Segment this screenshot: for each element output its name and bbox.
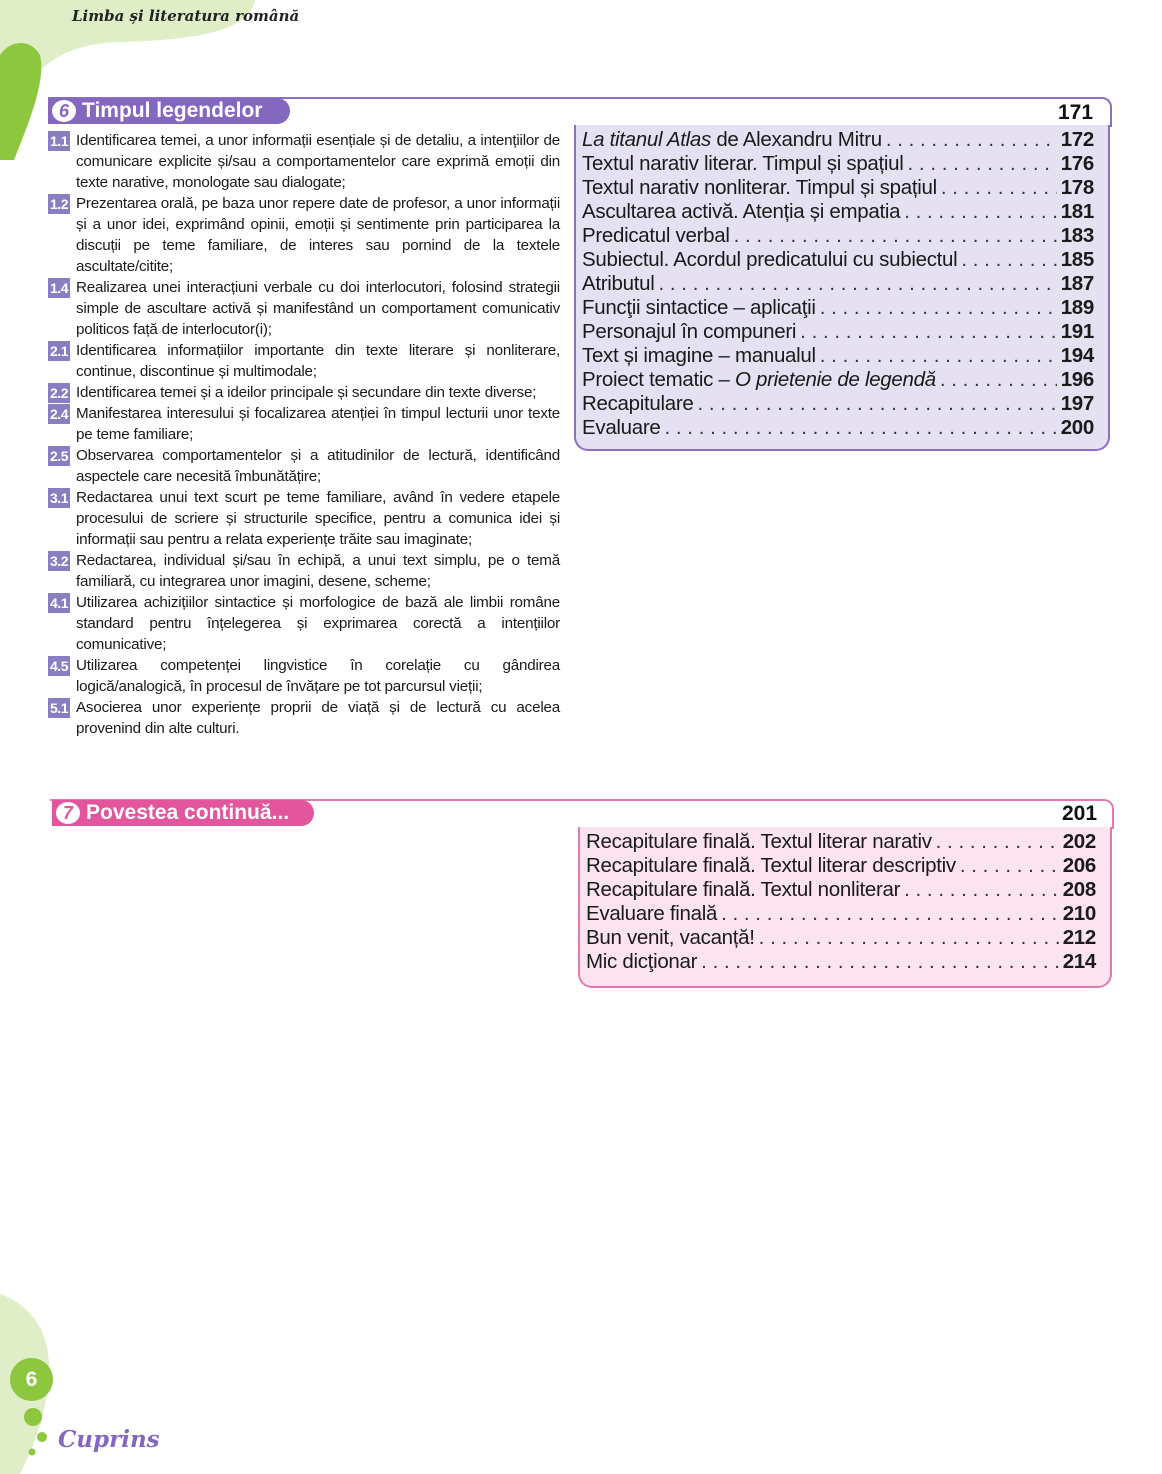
- toc-entry-title: [582, 344, 816, 368]
- competence-code: 3.2: [48, 551, 70, 571]
- toc-entry-text: Text și imagine – manualul: [582, 344, 816, 367]
- toc-entry-text: Subiectul. Acordul predicatului cu subiectul: [582, 248, 958, 271]
- toc-leader-dots: [820, 344, 1057, 368]
- toc-entry-page: 172: [1060, 128, 1094, 151]
- toc-entry-title: Evaluare finală: [586, 902, 718, 925]
- toc-entry-page: 189: [1060, 296, 1094, 319]
- toc-entry-title: Mic dicţionar: [586, 950, 698, 973]
- unit-6-start-page: 171: [1058, 101, 1094, 124]
- toc-leader-dots: [936, 830, 1059, 854]
- toc-leader-dots: [759, 926, 1059, 950]
- toc-leader-dots: [701, 950, 1059, 974]
- toc-entry-title: [582, 392, 694, 416]
- competence-text: Asocierea unor experiențe proprii de viață și de lectură cu acelea provenind din alte culturi.: [76, 699, 560, 737]
- toc-entry[interactable]: [586, 830, 1096, 854]
- toc-leader-dots: [941, 176, 1057, 200]
- toc-entry[interactable]: [582, 152, 1094, 176]
- unit-6-title: Timpul legendelor: [82, 99, 263, 122]
- unit-6-toc: [574, 125, 1110, 451]
- toc-leader-dots: [665, 416, 1057, 440]
- toc-leader-dots: [698, 392, 1057, 416]
- competence-code: 4.5: [48, 656, 70, 676]
- competence-text: Identificarea informațiilor importante din texte literare și nonliterare, continue, discontinue și multimodale;: [76, 342, 560, 380]
- toc-entry-title: [582, 416, 661, 440]
- competence-code: 2.4: [48, 404, 70, 424]
- toc-leader-dots: [940, 368, 1057, 392]
- unit-7-toc: [578, 827, 1112, 988]
- toc-entry-title: Recapitulare finală. Textul literar descriptiv: [586, 854, 956, 877]
- toc-leader-dots: [721, 902, 1059, 926]
- book-title: Limba și literatura română: [72, 7, 300, 25]
- competence-text: Manifestarea interesului și focalizarea atenției în timpul lecturii unor texte pe teme familiare;: [76, 405, 560, 443]
- toc-entry[interactable]: [582, 200, 1094, 224]
- toc-leader-dots: [904, 878, 1059, 902]
- section-label: Cuprins: [58, 1426, 160, 1453]
- competence-item: [48, 130, 560, 193]
- toc-entry-text: Textul narativ literar. Timpul și spațiul: [582, 152, 904, 175]
- toc-leader-dots: [886, 128, 1057, 152]
- toc-entry-text: Evaluare: [582, 416, 661, 439]
- toc-entry-page: 176: [1060, 152, 1094, 175]
- toc-entry[interactable]: [582, 320, 1094, 344]
- competence-code: 2.5: [48, 446, 70, 466]
- unit-6-title-pill: [48, 98, 290, 124]
- toc-entry-text: Atributul: [582, 272, 655, 295]
- unit-7-title: Povestea continuă...: [86, 801, 290, 824]
- competence-code: 3.1: [48, 488, 70, 508]
- competence-item: [48, 487, 560, 550]
- toc-entry[interactable]: [582, 416, 1094, 440]
- toc-entry[interactable]: [586, 878, 1096, 902]
- competence-code: 2.2: [48, 383, 70, 403]
- toc-entry[interactable]: [582, 248, 1094, 272]
- competence-item: [48, 193, 560, 277]
- toc-entry-title: [582, 224, 730, 248]
- toc-entry[interactable]: [582, 128, 1094, 152]
- competence-item: [48, 550, 560, 592]
- toc-leader-dots: [961, 248, 1056, 272]
- competence-item: [48, 655, 560, 697]
- toc-entry[interactable]: [582, 296, 1094, 320]
- competence-item: [48, 382, 560, 403]
- toc-entry-page: 214: [1062, 950, 1096, 973]
- unit-7-title-pill: [52, 800, 314, 826]
- toc-entry-text: Ascultarea activă. Atenția și empatia: [582, 200, 901, 223]
- competence-text: Utilizarea achizițiilor sintactice și morfologice de bază ale limbii române standard pentru înțelegerea și exprimarea corectă a intențiilor comunicative;: [76, 594, 560, 653]
- toc-entry-page: 197: [1060, 392, 1094, 415]
- toc-entry-text: de Alexandru Mitru: [710, 128, 882, 151]
- toc-entry-text: Funcţii sintactice – aplicaţii: [582, 296, 816, 319]
- competence-text: Realizarea unei interacțiuni verbale cu doi interlocutori, folosind strategii simple de ascultare activă și manifestând un comportament comunicativ politicos față de interlocutor(i);: [76, 279, 560, 338]
- competence-code: 4.1: [48, 593, 70, 613]
- toc-entry-title: [582, 320, 796, 344]
- toc-entry-italic-title: O prietenie de legendă: [734, 368, 936, 391]
- unit-6-number: 6: [52, 100, 76, 122]
- toc-entry[interactable]: [586, 902, 1096, 926]
- toc-entry-page: 178: [1060, 176, 1094, 199]
- toc-leader-dots: [800, 320, 1057, 344]
- toc-entry-page: 208: [1062, 878, 1096, 901]
- competence-text: Utilizarea competenței lingvistice în corelație cu gândirea logică/analogică, în procesul de învățare pe tot parcursul vieții;: [76, 657, 560, 695]
- toc-entry-page: 185: [1060, 248, 1094, 271]
- toc-entry-page: 210: [1062, 902, 1096, 925]
- toc-entry-text: Predicatul verbal: [582, 224, 730, 247]
- toc-entry-page: 206: [1062, 854, 1096, 877]
- competence-text: Prezentarea orală, pe baza unor repere date de profesor, a unor informații și a unor idei, exprimând opinii, emoții și sentimente prin participarea la discuții pe teme familiare, de interes sau pornind de la textele ascultate/citite;: [76, 195, 560, 275]
- page-number-badge: 6: [10, 1358, 53, 1401]
- competence-text: Identificarea temei și a ideilor principale și secundare din texte diverse;: [76, 384, 537, 401]
- toc-entry[interactable]: [582, 176, 1094, 200]
- toc-entry-page: 202: [1062, 830, 1096, 853]
- toc-entry-title: [582, 296, 816, 320]
- toc-entry-text: Recapitulare: [582, 392, 694, 415]
- competence-text: Identificarea temei, a unor informații esențiale și de detaliu, a intențiilor de comunicare explicite și/sau a comportamentelor care exprimă emoții din texte narative, monologate sau dialogate;: [76, 132, 560, 191]
- toc-entry[interactable]: [582, 392, 1094, 416]
- toc-entry-page: 187: [1060, 272, 1094, 295]
- unit-6-competences: [48, 130, 560, 739]
- toc-entry-prefix: Proiect tematic –: [582, 368, 735, 391]
- competence-code: 1.4: [48, 278, 70, 298]
- toc-entry-page: 196: [1060, 368, 1094, 391]
- toc-entry-title: Recapitulare finală. Textul literar narativ: [586, 830, 932, 853]
- competence-code: 5.1: [48, 698, 70, 718]
- toc-entry[interactable]: [582, 224, 1094, 248]
- toc-entry-title: Recapitulare finală. Textul nonliterar: [586, 878, 901, 901]
- toc-entry-italic-title: La titanul Atlas: [582, 128, 711, 151]
- toc-leader-dots: [659, 272, 1057, 296]
- toc-entry[interactable]: [582, 344, 1094, 368]
- toc-entry-page: 200: [1060, 416, 1094, 439]
- competence-text: Redactarea unui text scurt pe teme familiare, având în vedere etapele procesului de scriere și structurile specifice, pentru a comunica idei și informații sau pentru a relata experiențe trăite sau imaginate;: [76, 489, 560, 548]
- toc-entry-page: 194: [1060, 344, 1094, 367]
- toc-entry[interactable]: [586, 926, 1096, 950]
- competence-item: [48, 592, 560, 655]
- toc-entry-text: Textul narativ nonliterar. Timpul și spațiul: [582, 176, 937, 199]
- toc-entry-page: 183: [1060, 224, 1094, 247]
- competence-code: 1.1: [48, 131, 70, 151]
- unit-7-number: 7: [56, 802, 80, 824]
- competence-text: Redactarea, individual și/sau în echipă, a unui text simplu, pe o temă familiară, cu integrarea unor imagini, desene, scheme;: [76, 552, 560, 590]
- competence-item: [48, 445, 560, 487]
- competence-item: [48, 697, 560, 739]
- toc-entry-page: 212: [1062, 926, 1096, 949]
- toc-entry-title: [582, 152, 904, 176]
- toc-entry-title: Bun venit, vacanță!: [586, 926, 755, 949]
- competence-item: [48, 277, 560, 340]
- toc-leader-dots: [908, 152, 1057, 176]
- toc-entry-title: [582, 128, 882, 152]
- toc-entry-page: 191: [1060, 320, 1094, 343]
- toc-leader-dots: [904, 200, 1056, 224]
- toc-leader-dots: [960, 854, 1059, 878]
- toc-entry-page: 181: [1060, 200, 1094, 223]
- competence-code: 2.1: [48, 341, 70, 361]
- toc-entry-text: Personajul în compuneri: [582, 320, 797, 343]
- toc-entry-title: [582, 176, 937, 200]
- toc-entry[interactable]: [586, 854, 1096, 878]
- competence-code: 1.2: [48, 194, 70, 214]
- competence-item: [48, 340, 560, 382]
- competence-item: [48, 403, 560, 445]
- toc-entry[interactable]: [586, 950, 1096, 974]
- toc-entry[interactable]: [582, 368, 1094, 392]
- toc-leader-dots: [734, 224, 1057, 248]
- competence-text: Observarea comportamentelor și a atitudinilor de lectură, identificând aspectele care necesită îmbunătățire;: [76, 447, 560, 485]
- unit-7-start-page: 201: [1062, 802, 1098, 825]
- toc-entry-title: [582, 248, 957, 272]
- toc-entry[interactable]: [582, 272, 1094, 296]
- toc-entry-title: [582, 272, 655, 296]
- toc-entry-title: [582, 368, 936, 392]
- toc-entry-title: [582, 200, 900, 224]
- toc-leader-dots: [820, 296, 1057, 320]
